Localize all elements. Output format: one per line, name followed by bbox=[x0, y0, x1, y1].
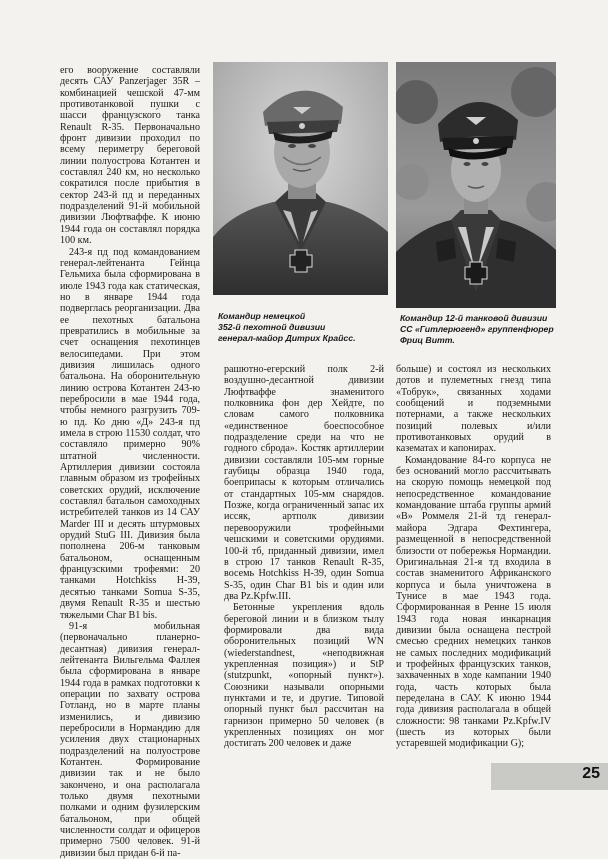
text-column-left bbox=[60, 65, 200, 859]
portrait-photo-kraiss bbox=[213, 62, 388, 295]
text-column-right bbox=[396, 364, 551, 750]
caption-line: Командир немецкой bbox=[218, 311, 306, 321]
paragraph: его вооружение составляли десять САУ Panzerjager 35R – комбинацией чешской 47-мм противотанковой пушки с шасси французского танка Renault R-35. Первоначально фронт дивизии проходил по всему периметру береговой линии полуострова Котантен и составлял 240 км, но несколько сократился после прибытия в сектор 243-й пд и переданных подразделений 91-й мобильной дивизии Люфтваффе. К июню 1944 года он составлял порядка 100 км. bbox=[60, 65, 200, 247]
portrait-photo-witt bbox=[396, 62, 556, 308]
paragraph: 91-я мобильная (первоначально планерно-десантная) дивизия генерал-лейтенанта Вильгельма Фаллея была сформирована в январе 1944 года в рамках подготовки к операции по захвату острова Готланд, но в марте планы изменились, и дивизию перебросили в Нормандию для усиления двух стационарных подразделений на полуострове Котантен. Формирование дивизии так и не было закончено, и она располагала только двумя пехотными полками и одним фузилерским батальоном, при общей численности солдат и офицеров примерно 7500 человек. 91-й дивизии был придан 6-й па- bbox=[60, 620, 200, 859]
caption-line: генерал-майор Дитрих Крайсс. bbox=[218, 332, 356, 343]
portrait-illustration bbox=[396, 62, 556, 308]
paragraph: рашютно-егерский полк 2-й воздушно-десантной дивизии Люфтваффе знаменитого полковника фон дер Хейдте, по словам самого полковника «единственное боеспособное подразделение среди на что не годного сброда». Костяк артиллерии дивизии составляли 105-мм горные гаубицы образца 1940 года, боеприпасы к которым отличались от стандартных 105-мм снарядов. Позже, когда ограниченный запас их иссяк, артполк дивизии перевооружили трофейными чешскими и советскими орудиями. 100-й тб, приданный дивизии, имел в строю 17 танков Renault R-35, восемь Hotchkiss H-39, один Somua S-35, один Char B1 bis и один или два Pz.Kpfw.III. bbox=[224, 364, 384, 602]
photo-caption bbox=[400, 313, 555, 345]
caption-line: СС «Гитлерюгенд» группенфюрер bbox=[400, 323, 554, 334]
paragraph: больше) и состоял из нескольких дотов и пулеметных гнезд типа «Тобрук», связанных ходами сообщений и подземными потернами, а также нескольких позиций полевых и/или противотанковых орудий в казематах и капонирах. bbox=[396, 364, 551, 455]
portrait-illustration bbox=[213, 62, 388, 295]
paragraph: 243-я пд под командованием генерал-лейтенанта Гейнца Гельмиха была сформирована в июле 1943 года как статическая, но в январе 1944 года подверглась реорганизации. Два ее пехотных батальона превратились в мобильные за счет оснащения пехотинцев велосипедами. При этом дивизия лишилась одного батальона. На оборонительную линию острова Котантен 243-ю перебросили в мае 1944 года, чтобы немного разгрузить 709-ю пд. Ко дню «Д» 243-я пд имела в строю 11530 солдат, что составляло примерно 90% штатной численности. Артиллерия дивизии состояла главным образом из трофейных советских орудий, исключение составлял батальон самоходных истребителей танков из 14 САУ Marder III и десять штурмовых орудий StuG III. Дивизия была пополнена 206-м танковым батальоном, оснащенным французскими трофеями: 20 танками Hotchkiss H-39, десятью танками Somua S-35, двумя Renault R-35 и шестью тяжелыми Char B1 bis. bbox=[60, 246, 200, 621]
paragraph: Бетонные укрепления вдоль береговой линии и в близком тылу формировали два вида оборонительных позиций WN (wiederstandnest, «неподвижная укрепленная позиция») и StP (stutzpunkt, «опорный пункт»). Союзники называли опорными пунктами и те, и другие. Типовой опорный пункт был рассчитан на гарнизон примерно 50 человек (в укрепленных позициях он мог достигать 200 человек и даже bbox=[224, 602, 384, 750]
text-column-middle bbox=[224, 364, 384, 750]
caption-line: 352-й пехотной дивизии bbox=[218, 321, 326, 332]
photo-caption bbox=[218, 311, 383, 343]
caption-line: Фриц Витт. bbox=[400, 334, 455, 345]
caption-line: Командир 12-й танковой дивизии bbox=[400, 313, 548, 323]
page-number-bar bbox=[491, 763, 608, 790]
paragraph: Командование 84-го корпуса не без оснований могло рассчитывать на скорую помощь немецкой под непосредственное командование командование штаба группы армий «В» Роммеля 21-й тд генерал-майора Эдгара Фехтингера, размещенной в непосредственной близости от побережья Нормандии. Оригинальная 21-я тд входила в состав знаменитого Африканского корпуса и была уничтожена в Тунисе в мае 1943 года. Сформированная в Ренне 15 июля 1943 года новая инкарнация дивизии была оснащена пестрой смесью средних немецких танков не самых последних модификаций и трофейных французских танков, захваченных в ходе кампании 1940 года, часть которых была переделана в САУ. К июню 1944 года дивизия располагала в общей сложности: 98 танками Pz.Kpfw.IV (шесть из которых были устаревшей модификации G); bbox=[396, 454, 551, 750]
page-number: 25 bbox=[582, 765, 600, 782]
